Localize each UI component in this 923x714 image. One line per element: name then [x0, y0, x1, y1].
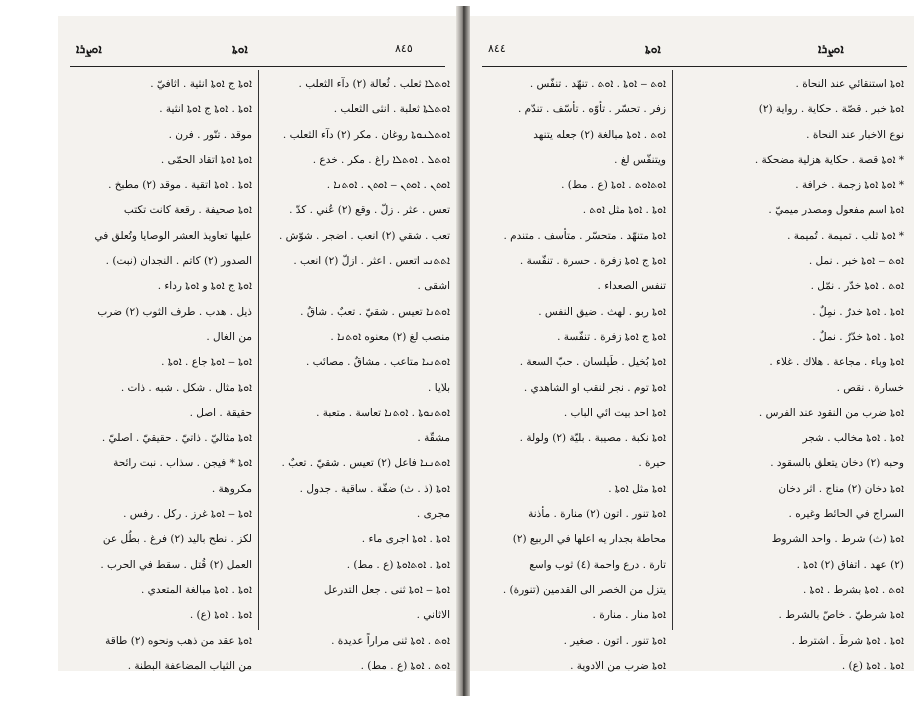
dictionary-line: ܐܘܬ . ܐܘܬܐ (ع . مط) . — [360, 659, 450, 672]
dictionary-line: ܐܘܬܢܢܐ فاعل (٢) تعيس . شقيّ . تعبٌ . — [281, 457, 450, 470]
scan-margin — [0, 0, 58, 714]
dictionary-line: ܐܘܬܐ دخان (٢) مناج . اثر دخان — [778, 482, 904, 495]
dictionary-line: مكروهة . — [211, 482, 252, 495]
dictionary-line: ܐܘܬܐ اسم مفعول ومصدر ميميّ . — [768, 204, 904, 217]
dictionary-line: ܐܘܬ . ܐܘܬܐ بشرط . ܐܘܬܐ . — [803, 583, 904, 596]
dictionary-line: ܐܘܬ . ܐܘܬܐ خدّر . نمّل . — [810, 280, 904, 293]
dictionary-line: ܐܘܬܐ وباء . مجاعة . هلاك . غلاء . — [769, 356, 904, 369]
dictionary-line: ܐܘܬܐ ‒ ܐܘܬܐ جاع . ܐܘܬܐ . — [161, 356, 252, 369]
dictionary-line: حقيقة . اصل . — [189, 406, 252, 419]
dictionary-line: ذيل . هدب . طرف الثوب (٢) ضرب — [97, 305, 252, 318]
right-header-rule — [482, 66, 907, 67]
dictionary-line: موقد . تنّور . فرن . — [168, 128, 252, 141]
left-page-column-right — [264, 72, 450, 679]
dictionary-line: ܐܘܬܐ . ܐܘܬܐ خدرٌ . نمِلٌ . — [812, 305, 904, 318]
dictionary-line: يتزل من الخصر الى القدمين (تنورة) . — [502, 583, 666, 596]
dictionary-line: محاطة بجدار يه اعلها في الربيع (٢) — [512, 533, 666, 546]
dictionary-line: ܐܘܬܐ متنهّد . متحسّر . متأسف . متندم . — [503, 229, 666, 242]
dictionary-line: ويتنفّس لغ . — [614, 153, 666, 166]
dictionary-line: ܐܘܬܐ خبر . قصّة . حكاية . رواية (٢) — [758, 103, 904, 116]
dictionary-line: ܐܘܬܐ مثال . شكل . شبه . ذات . — [120, 381, 252, 394]
dictionary-line: ܐܘܬܐ . ܐܘܬܐ (ع) . — [841, 659, 904, 672]
dictionary-line: ܐܘܬܐ . ܐܘܬܐ مخالب . شجر — [802, 432, 904, 445]
dictionary-line: (٢) عهد . اتفاق (٢) ܐܘܬܐ . — [796, 558, 904, 571]
dictionary-line: تعس . عثر . زلّ . وقع (٢) عُني . كدّ . — [289, 204, 450, 217]
dictionary-line: ܐܘܬܐ ج ܐܘܬܐ انثية . اثافيّ . — [150, 78, 252, 90]
dictionary-line: ܐܘܬܐ . ܐܘܬܐ ج ܐܘܬܐ انثية . — [159, 103, 252, 116]
dictionary-line: مجرى . — [416, 508, 450, 521]
dictionary-line: ܐܘܬܐ صحيفة . رقعة كانت تكتب — [123, 204, 252, 217]
dictionary-line: ܐܘܬܐ ضرب من النقود عند الفرس . — [758, 406, 904, 419]
right-header-center: ܐܘܬܐ — [645, 42, 661, 56]
dictionary-line: ܐܘܬܐ استنقائي عند النحاة . — [795, 78, 904, 90]
dictionary-line: ܐܘܬܐ ج ܐܘܬܐ زفرة . حسرة . تنفّسة . — [519, 255, 666, 268]
left-page-number: ٨٤٥ — [395, 42, 413, 55]
dictionary-line: ܐܘܬܐ بُخيل . طَيلسان . حبّ السعة . — [519, 356, 666, 369]
dictionary-line: ܐܘܬܐ . ܐܘܬܐܘܬܐ (ع . مط) . — [346, 558, 450, 571]
dictionary-line: حيرة . — [638, 457, 666, 470]
dictionary-line: ܐܘܬܐ (ث) شرط . واحد الشروط — [771, 533, 904, 546]
dictionary-line: نوع الاخبار عند النحاة . — [806, 128, 904, 141]
dictionary-line: اشقى . — [417, 280, 450, 293]
right-header-running-head: ܐܘܨܪܐ — [818, 42, 844, 56]
dictionary-line: من الغال . — [206, 330, 252, 343]
dictionary-line: ܐܘܬܐܘܬ . ܐܘܬܐ (ع . مط) . — [561, 179, 666, 192]
dictionary-line: ܐܘܬܐ . ܐܘܬܐ شرطَ . اشترط . — [791, 634, 904, 647]
dictionary-line: ܐܘܬܐ تنور . اتون (٢) منارة . مأذنة — [528, 508, 666, 521]
dictionary-line: ܐܘܬܐ تنور . اتون . صغير . — [563, 634, 666, 647]
dictionary-line: ܐܬܬܢܝ اتعس . اعثر . ازلّ (٢) انعب . — [293, 255, 450, 268]
dictionary-line: السراج في الحائط وغيره . — [788, 508, 904, 521]
right-page-number: ٨٤٤ — [488, 42, 506, 55]
dictionary-line: ܐܘܬܐ (ذ . ث) ضفّة . ساقية . جدول . — [299, 482, 450, 495]
dictionary-line: ܐܘܬܐ مثاليّ . ذاتيّ . حقيقيّ . اصليّ . — [101, 432, 252, 445]
dictionary-line: عليها تعاويذ العشر الوصايا وتُعلق في — [94, 229, 252, 242]
dictionary-line: ܐܘܬܠܢܘܬܐ روغان . مكر (٢) دآء الثعلب . — [282, 128, 450, 141]
book-gutter — [456, 6, 470, 696]
dictionary-line: ܐܘܬܐ احد بيت ائي الباب . — [563, 406, 666, 419]
dictionary-line: تعب . شقي (٢) انعب . اضجر . شوّش . — [278, 229, 450, 242]
dictionary-line: ܐܘܬ . ܐܘܬܐ ثنى مراراً عديدة . — [331, 634, 450, 647]
dictionary-line: ܐܘܬܐ توم . نجر لنقب او الشاهدي . — [523, 381, 666, 394]
dictionary-line: خسارة . نقص . — [836, 381, 904, 394]
left-header-center: ܐܘܬܐ — [232, 42, 248, 56]
dictionary-line: لكز . نطح باليد (٢) فرغ . بطُل عن — [102, 533, 252, 546]
dictionary-line: ܐܘܬܢܝܐ متاعب . مشاقٌ . مصائب . — [305, 356, 450, 369]
dictionary-line: من الثياب المضاعفة البطنة . — [127, 659, 252, 672]
dictionary-line: ܐܘܬܠܐ ثعلب . ثُعالة (٢) دآء الثعلب . — [298, 78, 450, 90]
dictionary-line: * ܐܘܬܐ ثلب . تميمة . تُميمة . — [787, 229, 904, 242]
dictionary-line: ܐܘܬܐ ‒ ܐܘܬܐ غرز . ركل . رفس . — [123, 508, 252, 521]
dictionary-line: ܐܘܬܐ نكبة . مصيبة . بليّة (٢) ولولة . — [519, 432, 666, 445]
dictionary-line: ܐܘܬܠ . ܐܘܬܠܐ راغ . مكر . خدع . — [312, 153, 450, 166]
left-header-rule — [70, 66, 445, 67]
dictionary-line: ܐܘܬܐ ج ܐܘܬܐ زفرة . تنفّسة . — [557, 330, 666, 343]
dictionary-line: ܐܘܬ ‒ ܐܘܬܐ خبر . نمل . — [808, 255, 904, 268]
dictionary-line: ܐܘܬܐ ربو . لهث . ضيق النفس . — [538, 305, 666, 318]
dictionary-line: ܐܘܬܢ . ܐܘܬܢ ‒ ܐܘܬܢ . ܐܘܬܢܐ . — [326, 179, 450, 192]
dictionary-line: تارة . درع واحمة (٤) ثوب واسع — [529, 558, 666, 571]
dictionary-line: الاثاني . — [416, 609, 450, 622]
dictionary-line: * ܐܘܬܐ ܐܘܬܐ زجمة . خرافة . — [795, 179, 904, 192]
dictionary-line: الصدور (٢) كاتم . النجدان (نبت) . — [105, 255, 252, 268]
dictionary-line: ܐܘܬܐ شرطيّ . خاصّ بالشرط . — [778, 609, 904, 622]
dictionary-line: ܐܘܬܐ . ܐܘܬܐ (ع) . — [189, 609, 252, 622]
dictionary-line: ܐܘܬܐ . ܐܘܬܐ اتقية . موقد (٢) مطبخ . — [108, 179, 252, 192]
dictionary-line: ܐܘܬܐ ܐܘܬܐ اتقاد الحمّى . — [160, 153, 252, 166]
dictionary-line: العمل (٢) قُتل . سقط في الحرب . — [100, 558, 252, 571]
dictionary-line: ܐܘܬܢܐ تعيس . شقيّ . تعبٌ . شاقٌ . — [300, 305, 450, 318]
dictionary-line: ܐܘܬ ‒ ܐܘܬܐ . ܐܘܬ . تنهّد . تنفّس . — [529, 78, 666, 90]
dictionary-line: ܐܘܬܐ عقد من ذهب ونحوه (٢) طاقة — [105, 634, 252, 647]
dictionary-line: زفر . تحسّر . تأوّه . تأسّف . تندّم . — [517, 103, 666, 116]
dictionary-line: ܐܘܬܐ * فيجن . سذاب . نبت رائحة — [113, 457, 252, 470]
dictionary-line: ܐܘܬܢܘܬܐ . ܐܘܬܢܐ تعاسة . متعبة . — [316, 406, 450, 419]
dictionary-line: تنفس الصعداء . — [597, 280, 666, 293]
dictionary-line: ܐܘܬܐ ضرب من الادوية . — [570, 659, 666, 672]
dictionary-line: ܐܘܬܐ . ܐܘܬܐ خدّرٌ . نملٌ . — [812, 330, 904, 343]
right-page-column-right — [678, 72, 904, 679]
dictionary-line: منصب لغ (٢) معنوه ܐܘܬܢܐ . — [330, 330, 450, 343]
dictionary-line: ܐܘܬܐ ج ܐܘܬܐ و ܐܘܬܐ رداء . — [157, 280, 252, 293]
dictionary-line: ܐܘܬܐ . ܐܘܬܐ اجرى ماء . — [361, 533, 450, 546]
dictionary-line: ܐܘܬܐ . ܐܘܬܐ مثل ܐܘܬ . — [582, 204, 666, 217]
right-column-divider — [672, 70, 673, 630]
dictionary-line: ܐܘܬܠܬܐ ثعلبة . انثى الثعلب . — [333, 103, 450, 116]
left-header-running-head: ܐܘܨܪܐ — [76, 42, 102, 56]
dictionary-line: مشقّة . — [417, 432, 450, 445]
dictionary-line: ܐܘܬܐ ‒ ܐܘܬܐ ثنى . جعل التدرعل — [323, 583, 450, 596]
dictionary-line: ܐܘܬܐ . ܐܘܬܐ مبالغة المتعدي . — [140, 583, 252, 596]
dictionary-line: وحبه (٢) دخان يتعلق بالسقود . — [770, 457, 904, 470]
dictionary-line: ܐܘܬܐ مثل ܐܘܬܐ . — [608, 482, 666, 495]
dictionary-line: بلايا . — [428, 381, 450, 394]
right-page-column-left — [478, 72, 666, 679]
dictionary-line: * ܐܘܬܐ قصة . حكاية هزلية مضحكة . — [754, 153, 904, 166]
left-page-column-left — [70, 72, 252, 679]
dictionary-line: ܐܘܬ . ܐܘܬܐ مبالغة (٢) جعله يتنهد — [533, 128, 666, 141]
dictionary-line: ܐܘܬܐ منار . منارة . — [592, 609, 666, 622]
left-column-divider — [258, 70, 259, 630]
